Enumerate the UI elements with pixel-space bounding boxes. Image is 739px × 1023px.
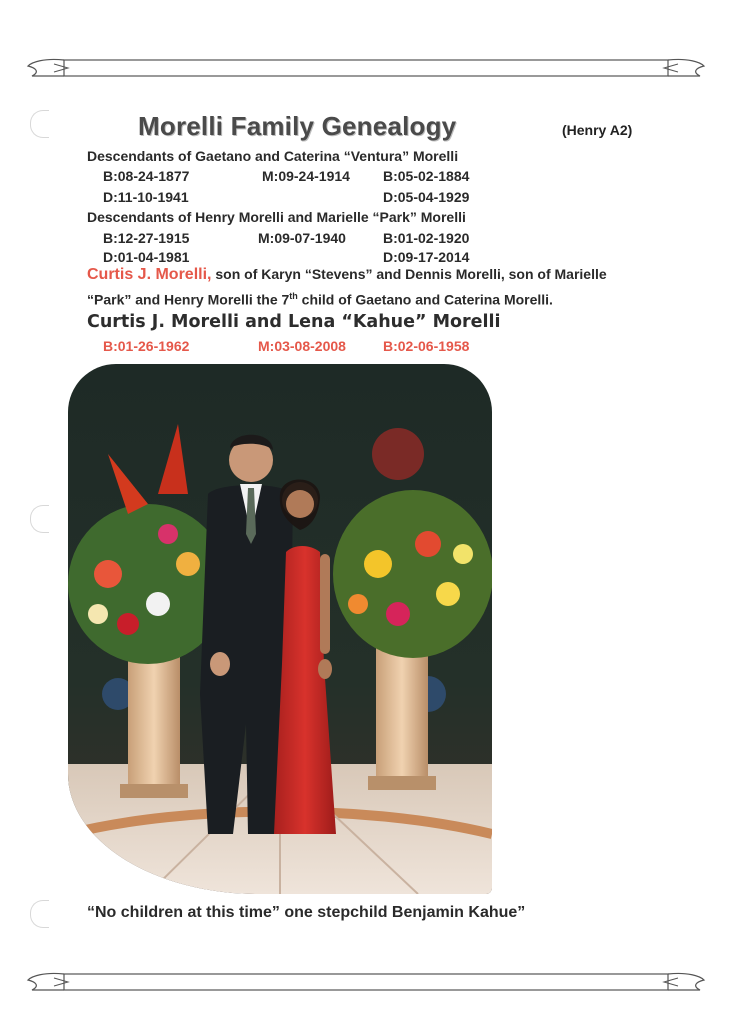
subject-line-1: [87, 266, 607, 284]
couple-birth-right: B:02-06-1958: [383, 338, 470, 354]
couple-heading: Curtis J. Morelli and Lena “Kahue” Morelli: [87, 312, 501, 332]
gen1-birth-left: B:08-24-1877: [103, 168, 190, 184]
couple-photo: [68, 364, 492, 894]
binder-hole-top: [30, 110, 49, 138]
subject-desc-2a: “Park” and Henry Morelli the 7: [87, 291, 290, 308]
gen1-birth-right: B:05-02-1884: [383, 168, 470, 184]
gen1-heading: Descendants of Gaetano and Caterina “Ventura” Morelli: [87, 148, 459, 164]
gen1-marriage: M:09-24-1914: [262, 168, 350, 184]
binder-hole-bottom: [30, 900, 49, 928]
couple-marriage: M:03-08-2008: [258, 338, 346, 354]
gen1-death-right: D:05-04-1929: [383, 189, 470, 205]
subject-desc-2-sup: th: [289, 291, 298, 301]
bottom-scroll-border: [24, 966, 708, 998]
gen2-birth-right: B:01-02-1920: [383, 230, 470, 246]
subject-desc-2b: child of Gaetano and Caterina Morelli.: [297, 291, 553, 308]
subject-name: Curtis J. Morelli,: [87, 266, 212, 283]
gen1-death-left: D:11-10-1941: [103, 189, 189, 205]
gen2-heading: Descendants of Henry Morelli and Marielle “Park” Morelli: [87, 209, 466, 225]
couple-birth-left: B:01-26-1962: [103, 338, 190, 354]
subject-line-2: [87, 291, 553, 308]
subject-desc-1: son of Karyn “Stevens” and Dennis Morelli, son of Marielle: [211, 266, 607, 282]
footer-note: “No children at this time” one stepchild Benjamin Kahue”: [87, 904, 526, 921]
gen2-marriage: M:09-07-1940: [258, 230, 346, 246]
binder-hole-middle: [30, 505, 49, 533]
page-title: Morelli Family Genealogy: [138, 111, 457, 141]
gen2-birth-left: B:12-27-1915: [103, 230, 190, 246]
gen2-death-right: D:09-17-2014: [383, 249, 470, 265]
gen2-death-left: D:01-04-1981: [103, 249, 190, 265]
top-scroll-border: [24, 52, 708, 84]
page-tag: (Henry A2): [562, 122, 633, 138]
